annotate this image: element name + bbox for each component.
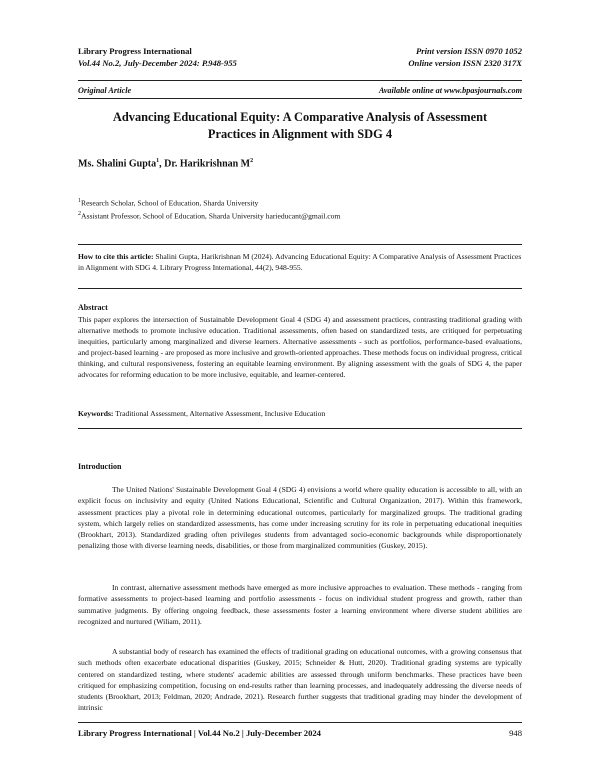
page-footer <box>78 728 522 738</box>
affiliations <box>78 196 522 222</box>
keywords <box>78 409 522 418</box>
author-1-sup: 1 <box>156 158 160 164</box>
introduction-heading: Introduction <box>78 462 122 471</box>
footer-journal: Library Progress International | Vol.44 No.2 | July-December 2024 <box>78 728 321 738</box>
intro-paragraph-2: In contrast, alternative assessment methods have emerged as more inclusive approaches to evaluation. These methods - ranging from formative assessments to project-based learning and portfolio assessments - focus on individual student progress and growth, rather than summative judgments. By offering ongoing feedback, these assessments foster a learning environment where diverse student abilities are recognized and nurtured (Wiliam, 2011). <box>78 583 522 626</box>
page-number: 948 <box>509 728 522 738</box>
author-1: Ms. Shalini Gupta <box>78 158 157 170</box>
cite-text: Shalini Gupta, Harikrishnan M (2024). Advancing Educational Equity: A Comparative Analysis of Assessment Practices in Alignment with SDG 4. Library Progress International, 44(2), 948-955. <box>78 252 522 273</box>
cite-rule-bottom <box>78 288 522 289</box>
journal-name: Library Progress International <box>78 46 192 56</box>
author-line <box>78 158 253 169</box>
affiliation-1 <box>78 196 522 209</box>
meta-rule <box>78 98 522 99</box>
how-to-cite <box>78 251 522 273</box>
running-header <box>78 46 522 69</box>
affiliation-2-sup: 2 <box>78 211 81 218</box>
keywords-rule <box>78 428 522 429</box>
intro-paragraph-3: A substantial body of research has examined the effects of traditional grading on educational outcomes, with a growing consensus that such methods often exacerbate educational disparities (Guskey, 2015; Schneider & Hutt, 2020). Traditional grading systems are typically centered on standardized testing, where students' academic abilities are assessed through uniform benchmarks. These practices have been critiqued for emphasizing competition, focusing on end-results rather than learning processes, and inadequately addressing the diverse needs of students (Brookhart, 2013; Feldman, 2020; Andrade, 2021). Research further suggests that traditional grading may hinder the development of intrinsic <box>78 647 522 713</box>
abstract-text: This paper explores the intersection of Sustainable Development Goal 4 (SDG 4) and assessment practices, contrasting traditional grading with alternative methods to promote inclusive education. Traditional assessments, often based on standardized tests, are critiqued for perpetuating inequities, particularly among marginalized and diverse learners. Alternative assessments - such as portfolios, performance-based evaluations, and project-based learning - are proposed as more inclusive and growth-oriented approaches. These methods focus on individual progress, critical thinking, and cultural responsiveness, fostering an equitable learning environment. By aligning assessment with the goals of SDG 4, the paper advocates for reforming education to be more inclusive, equitable, and learner-centered. <box>78 315 522 380</box>
article-title: Advancing Educational Equity: A Comparative Analysis of Assessment Practices in Alignment with SDG 4 <box>112 110 488 141</box>
article-type: Original Article <box>78 86 132 95</box>
online-issn: Online version ISSN 2320 317X <box>408 57 522 68</box>
author-2: Dr. Harikrishnan M <box>164 158 251 170</box>
keywords-text: Traditional Assessment, Alternative Assessment, Inclusive Education <box>113 409 326 418</box>
header-rule <box>78 80 522 81</box>
footer-rule <box>78 722 522 723</box>
affiliation-1-text: Research Scholar, School of Education, Sharda University <box>81 198 259 208</box>
affiliation-1-sup: 1 <box>78 198 81 204</box>
article-meta <box>78 86 522 95</box>
cite-rule-top <box>78 244 522 245</box>
availability: Available online at www.bpasjournals.com <box>378 86 522 95</box>
keywords-label: Keywords: <box>78 409 114 418</box>
author-2-sup: 2 <box>250 158 254 164</box>
issue-info: Vol.44 No.2, July-December 2024: P.948-955 <box>78 57 237 68</box>
abstract-heading: Abstract <box>78 303 108 312</box>
print-issn: Print version ISSN 0970 1052 <box>415 46 522 56</box>
affiliation-2 <box>78 209 522 222</box>
intro-paragraph-1: The United Nations' Sustainable Development Goal 4 (SDG 4) envisions a world where quality education is accessible to all, with an explicit focus on inclusivity and equity (United Nations Educational, Scientific and Cultural Organization, 2017). Within this framework, assessment practices play a pivotal role in determining educational outcomes, particularly for marginalized groups. The traditional grading system, which largely relies on standardized assessments, has come under increasing scrutiny for its role in perpetuating educational inequities (Brookhart, 2013). Standardized grading often privileges students from advantaged socio-economic backgrounds while disproportionately penalizing those with diverse learning needs, disabilities, or those from marginalized communities (Guskey, 2015). <box>78 485 522 551</box>
cite-label: How to cite this article: <box>78 252 154 261</box>
author-sep: , <box>159 158 165 170</box>
affiliation-2-text: Assistant Professor, School of Education, Sharda University harieducant@gmail.com <box>81 211 341 221</box>
